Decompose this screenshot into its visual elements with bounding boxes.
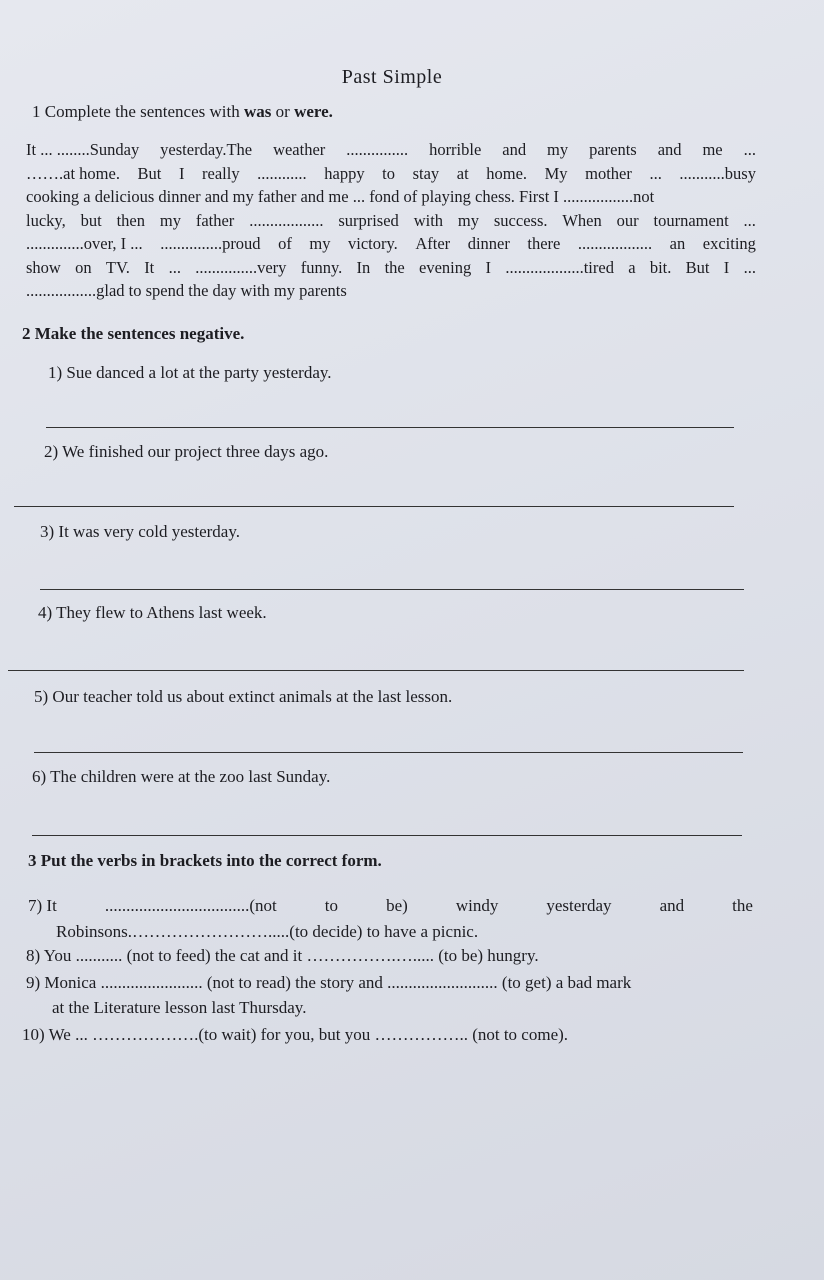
task1-word: ............... — [346, 140, 409, 159]
task1-word: But — [137, 163, 162, 183]
task1-line — [26, 256, 756, 280]
task1-word: of — [278, 234, 292, 253]
task1-word: surprised — [338, 210, 399, 230]
task1-heading-text: 1 Complete the sentences with — [32, 102, 244, 121]
task1-line — [26, 138, 756, 162]
task3-item-7-word: 7) It — [28, 896, 57, 915]
task2-item-2: 2) We finished our project three days ago. — [44, 442, 329, 461]
task1-word: ..............over, I ... — [26, 234, 143, 253]
task3-item-7-word: be) — [386, 896, 408, 915]
task1-word: then — [116, 210, 145, 230]
task2-heading: 2 Make the sentences negative. — [22, 324, 245, 343]
task1-word: .................glad to spend the day with my parents — [26, 281, 347, 300]
task1-word: stay — [412, 163, 440, 183]
task1-word: In — [356, 257, 371, 277]
task3-item-8: 8) You ........... (not to feed) the cat and it …………….…..... (to be) hungry. — [26, 946, 539, 965]
task1-word: exciting — [702, 234, 756, 253]
task2-item-3: 3) It was very cold yesterday. — [40, 522, 240, 541]
task1-word: ...................tired — [505, 257, 614, 277]
task1-word: really — [202, 163, 240, 183]
task1-word: show — [26, 257, 61, 277]
task1-word: success. — [493, 210, 548, 230]
task1-word: I — [485, 257, 492, 277]
task1-word: my — [547, 140, 569, 159]
task1-word: ...........busy — [679, 163, 756, 183]
task1-word: but — [80, 210, 102, 230]
task1-word: at — [456, 163, 469, 183]
task3-heading: 3 Put the verbs in brackets into the correct form. — [28, 851, 382, 870]
task3-item-9-continued: at the Literature lesson last Thursday. — [52, 998, 307, 1017]
task3-item-7-word: and — [659, 896, 685, 915]
task2-item-6: 6) The children were at the zoo last Sunday. — [32, 767, 331, 786]
task1-word: parents — [589, 140, 637, 159]
task3-item-7-word: to — [324, 896, 339, 915]
task1-word: ... — [743, 140, 756, 159]
task1-line — [26, 185, 756, 209]
task1-word: father — [195, 210, 235, 230]
task1-word: TV. — [105, 257, 130, 277]
task1-word: I — [178, 163, 185, 183]
task1-paragraph — [26, 138, 756, 303]
task1-word: horrible — [429, 140, 482, 159]
task1-word: lucky, — [26, 210, 66, 230]
answer-line-2[interactable] — [14, 506, 734, 507]
task1-word: .................. — [577, 234, 653, 253]
task1-word: happy — [324, 163, 365, 183]
task1-word: dinner — [467, 234, 510, 253]
task1-line — [26, 232, 756, 256]
answer-line-1[interactable] — [46, 427, 734, 428]
task1-word: our — [616, 210, 639, 230]
task1-word: ... — [743, 257, 756, 277]
task2-item-5: 5) Our teacher told us about extinct animals at the last lesson. — [34, 687, 453, 706]
task3-item-7 — [28, 896, 753, 916]
task1-word: there — [527, 234, 561, 253]
task1-word: to — [382, 163, 395, 183]
task1-word: ... — [649, 163, 662, 183]
task1-word: my — [309, 234, 331, 253]
task1-word: ... — [168, 257, 181, 277]
task1-word: cooking a delicious dinner and my father and me ... fond of playing chess. First I .................not — [26, 187, 655, 206]
task1-word: the — [384, 257, 405, 277]
task1-word: home. — [486, 163, 528, 183]
task1-heading-were: were. — [294, 102, 333, 121]
task1-word: weather — [273, 140, 326, 159]
answer-line-4[interactable] — [8, 670, 744, 671]
task2-item-1: 1) Sue danced a lot at the party yesterday. — [48, 363, 332, 382]
task1-word: ...............proud — [160, 234, 261, 253]
task1-word: When — [562, 210, 602, 230]
task3-item-7-continued: Robinsons.…………………….....(to decide) to have a picnic. — [56, 922, 479, 941]
task1-word: bit. — [649, 257, 672, 277]
task1-word: I — [723, 257, 730, 277]
task3-item-7-word: the — [732, 896, 753, 915]
answer-line-5[interactable] — [34, 752, 743, 753]
task3-item-7-word: yesterday — [546, 896, 612, 915]
task1-heading-or: or — [271, 102, 295, 121]
task1-heading — [32, 102, 333, 122]
answer-line-6[interactable] — [32, 835, 742, 836]
task1-word: on — [75, 257, 92, 277]
task1-word: my — [457, 210, 479, 230]
task1-word: my — [159, 210, 181, 230]
task1-word: funny. — [300, 257, 343, 277]
task1-word: It ... ........Sunday — [26, 140, 140, 159]
task1-line — [26, 279, 756, 303]
task1-word: with — [413, 210, 444, 230]
task1-word: and — [502, 140, 527, 159]
task1-word: me — [702, 140, 723, 159]
task1-word: It — [144, 257, 155, 277]
task1-word: ...............very — [195, 257, 287, 277]
task1-word: …….at home. — [26, 163, 120, 183]
task1-heading-was: was — [243, 102, 272, 121]
task2-item-4: 4) They flew to Athens last week. — [38, 603, 267, 622]
task3-item-9: 9) Monica ........................ (not to read) the story and .......................... (to get) a bad mark — [26, 973, 632, 992]
task1-word: yesterday.The — [160, 140, 253, 159]
task1-word: a — [628, 257, 636, 277]
task1-line — [26, 209, 756, 233]
task1-word: After — [415, 234, 451, 253]
task1-word: ............ — [257, 163, 307, 183]
task1-word: mother — [585, 163, 632, 183]
task1-word: .................. — [249, 210, 324, 230]
task3-item-10: 10) We ... ……………….(to wait) for you, but you …………….. (not to come). — [22, 1025, 569, 1044]
task1-word: tournament — [653, 210, 729, 230]
task1-word: victory. — [348, 234, 398, 253]
task1-word: evening — [419, 257, 472, 277]
task1-word: My — [544, 163, 568, 183]
task1-word: But — [685, 257, 710, 277]
task1-word: and — [657, 140, 682, 159]
task3-item-7-word: windy — [455, 896, 499, 915]
task1-word: an — [669, 234, 686, 253]
answer-line-3[interactable] — [40, 589, 744, 590]
task3-item-7-word: ..................................(not — [104, 896, 277, 915]
task1-word: ... — [743, 210, 756, 230]
task1-line — [26, 162, 756, 186]
page-title: Past Simple — [341, 66, 443, 88]
